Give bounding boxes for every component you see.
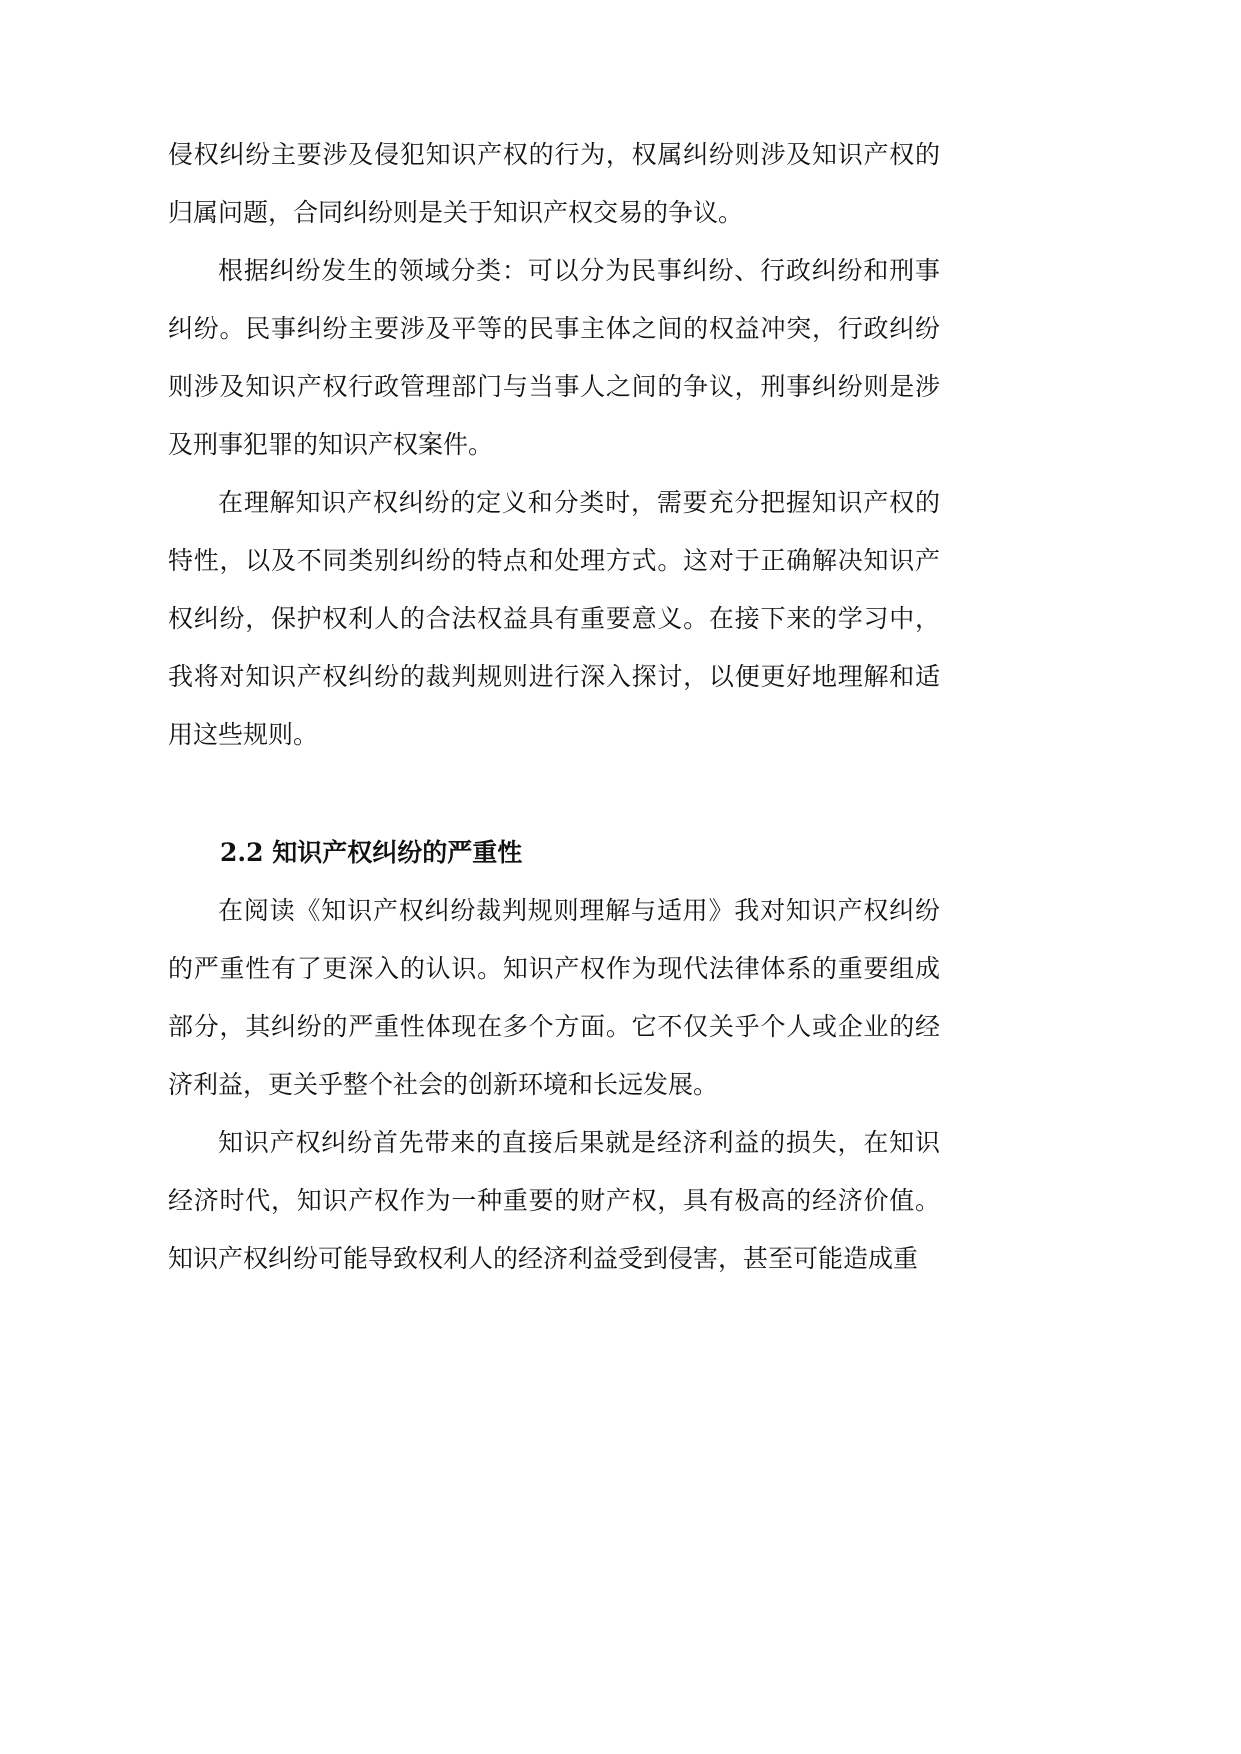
paragraph: 侵权纠纷主要涉及侵犯知识产权的行为，权属纠纷则涉及知识产权的归属问题，合同纠纷则是关于知识产权交易的争议。 (168, 140, 940, 227)
paragraph: 知识产权纠纷首先带来的直接后果就是经济利益的损失，在知识经济时代，知识产权作为一种重要的财产权，具有极高的经济价值。知识产权纠纷可能导致权利人的经济利益受到侵害，甚至可能造成重 (168, 1128, 940, 1273)
paragraph: 根据纠纷发生的领域分类：可以分为民事纠纷、行政纠纷和刑事纠纷。民事纠纷主要涉及平等的民事主体之间的权益冲突，行政纠纷则涉及知识产权行政管理部门与当事人之间的争议，刑事纠纷则是涉及刑事犯罪的知识产权案件。 (168, 256, 940, 459)
document-body (168, 126, 940, 1288)
paragraph: 在理解知识产权纠纷的定义和分类时，需要充分把握知识产权的特性，以及不同类别纠纷的特点和处理方式。这对于正确解决知识产权纠纷，保护权利人的合法权益具有重要意义。在接下来的学习中，我将对知识产权纠纷的裁判规则进行深入探讨，以便更好地理解和适用这些规则。 (168, 488, 940, 749)
section-heading: 2.2 知识产权纠纷的严重性 (220, 838, 523, 867)
paragraph: 在阅读《知识产权纠纷裁判规则理解与适用》我对知识产权纠纷的严重性有了更深入的认识。知识产权作为现代法律体系的重要组成部分，其纠纷的严重性体现在多个方面。它不仅关乎个人或企业的经济利益，更关乎整个社会的创新环境和长远发展。 (168, 896, 940, 1099)
